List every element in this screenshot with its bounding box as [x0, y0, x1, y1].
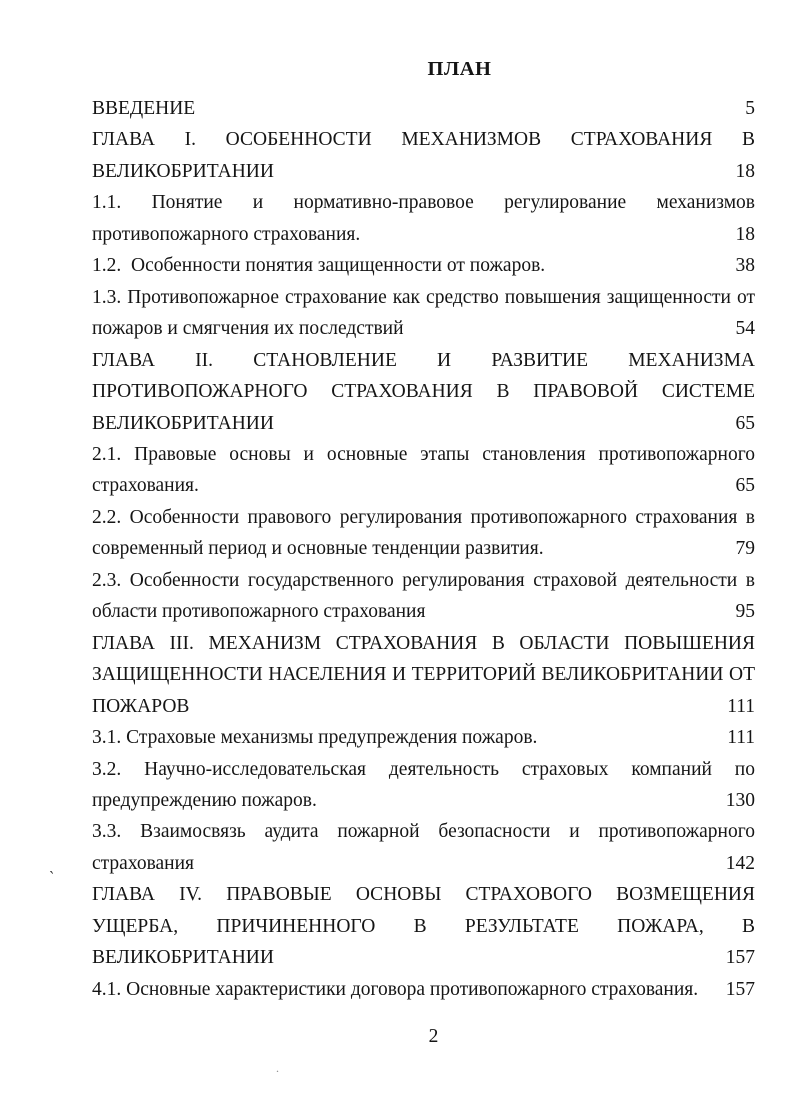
footer-dot-mark: . [276, 1061, 279, 1075]
footer-page-number: 2 [428, 1026, 439, 1047]
toc-page-number: 142 [725, 852, 755, 874]
toc-line-text: ВЕЛИКОБРИТАНИИ [92, 947, 274, 969]
toc-line [92, 470, 755, 501]
toc-line [92, 565, 755, 596]
toc-line [92, 785, 755, 816]
toc-line [92, 250, 755, 281]
toc-line [92, 911, 755, 942]
toc-page-number: 111 [727, 695, 755, 717]
toc-line [92, 533, 755, 564]
toc-line [92, 722, 755, 753]
toc-page-number: 65 [735, 475, 755, 497]
toc-page-number: 54 [735, 318, 755, 340]
toc-page-number: 157 [725, 947, 755, 969]
toc-line-text: страхования. [92, 475, 199, 497]
toc-line-text: ГЛАВА II. СТАНОВЛЕНИЕ И РАЗВИТИЕ МЕХАНИЗМА [92, 349, 755, 371]
toc-line [92, 502, 755, 533]
toc-line-text: противопожарного страхования. [92, 223, 361, 245]
toc-line [92, 282, 755, 313]
toc-page-number: 5 [745, 98, 755, 119]
toc-line-text: ВВЕДЕНИЕ [92, 98, 196, 119]
toc-line [92, 848, 755, 879]
toc-line [92, 156, 755, 187]
toc-line [92, 376, 755, 407]
toc-line-text: 3.1. Страховые механизмы предупреждения пожаров. [92, 727, 538, 749]
toc-line-text: УЩЕРБА, ПРИЧИНЕННОГО В РЕЗУЛЬТАТЕ ПОЖАРА, В [92, 915, 755, 937]
toc-page-number: 18 [735, 160, 755, 182]
toc-page-number: 130 [725, 789, 755, 811]
toc-page-number: 65 [735, 412, 755, 434]
toc-line-text: ГЛАВА IV. ПРАВОВЫЕ ОСНОВЫ СТРАХОВОГО ВОЗМЕЩЕНИЯ [92, 884, 755, 906]
toc-line [92, 974, 755, 1005]
toc-page-number: 111 [727, 727, 755, 749]
toc-line [92, 219, 755, 250]
toc-line [92, 691, 755, 722]
toc-page-number: 79 [735, 538, 755, 560]
toc-line-text: ПРОТИВОПОЖАРНОГО СТРАХОВАНИЯ В ПРАВОВОЙ СИСТЕМЕ [92, 381, 755, 403]
toc-line-text: 2.3. Особенности государственного регулирования страховой деятельности в [92, 569, 755, 591]
toc-line [92, 187, 755, 218]
toc-line-text: 3.3. Взаимосвязь аудита пожарной безопасности и противопожарного [92, 821, 755, 843]
toc-line [92, 93, 755, 124]
toc-line [92, 124, 755, 155]
toc-line [92, 313, 755, 344]
toc-line-text: страхования [92, 852, 195, 874]
toc-line-text: ЗАЩИЩЕННОСТИ НАСЕЛЕНИЯ И ТЕРРИТОРИЙ ВЕЛИКОБРИТАНИИ ОТ [92, 664, 755, 686]
toc-page-number: 38 [735, 255, 755, 277]
toc-line-text: ВЕЛИКОБРИТАНИИ [92, 160, 274, 182]
toc-line-text: ГЛАВА I. ОСОБЕННОСТИ МЕХАНИЗМОВ СТРАХОВАНИЯ В [92, 129, 755, 151]
toc-line-text: 3.2. Научно-исследовательская деятельность страховых компаний по [92, 758, 755, 780]
toc-list [92, 93, 755, 1005]
toc-line [92, 628, 755, 659]
toc-page-number: 18 [735, 223, 755, 245]
toc-line [92, 659, 755, 690]
toc-line-text: ГЛАВА III. МЕХАНИЗМ СТРАХОВАНИЯ В ОБЛАСТИ ПОВЫШЕНИЯ [92, 632, 755, 654]
toc-line [92, 816, 755, 847]
toc-line [92, 345, 755, 376]
toc-line-text: ВЕЛИКОБРИТАНИИ [92, 412, 274, 434]
margin-tick-mark: ` [46, 867, 56, 888]
toc-line-text: 1.2. Особенности понятия защищенности от пожаров. [92, 255, 546, 277]
toc-line-text: 4.1. Основные характеристики договора противопожарного страхования. [92, 978, 699, 1000]
page-title: ПЛАН [427, 58, 492, 80]
toc-line [92, 408, 755, 439]
toc-line-text: ПОЖАРОВ [92, 695, 190, 717]
toc-page-number: 95 [735, 601, 755, 623]
toc-line-text: пожаров и смягчения их последствий [92, 318, 404, 340]
toc-line [92, 596, 755, 627]
toc-line-text: современный период и основные тенденции развития. [92, 538, 544, 560]
toc-page-number: 157 [725, 978, 755, 1000]
toc-line [92, 942, 755, 973]
toc-line [92, 439, 755, 470]
toc-line-text: предупреждению пожаров. [92, 789, 317, 811]
toc-line [92, 879, 755, 910]
toc-line-text: 1.3. Противопожарное страхование как средство повышения защищенности от [92, 286, 755, 308]
toc-line-text: 1.1. Понятие и нормативно-правовое регулирование механизмов [92, 192, 755, 214]
toc-line [92, 754, 755, 785]
toc-line-text: 2.2. Особенности правового регулирования противопожарного страхования в [92, 506, 755, 528]
toc-line-text: области противопожарного страхования [92, 601, 426, 623]
toc-line-text: 2.1. Правовые основы и основные этапы становления противопожарного [92, 443, 755, 465]
